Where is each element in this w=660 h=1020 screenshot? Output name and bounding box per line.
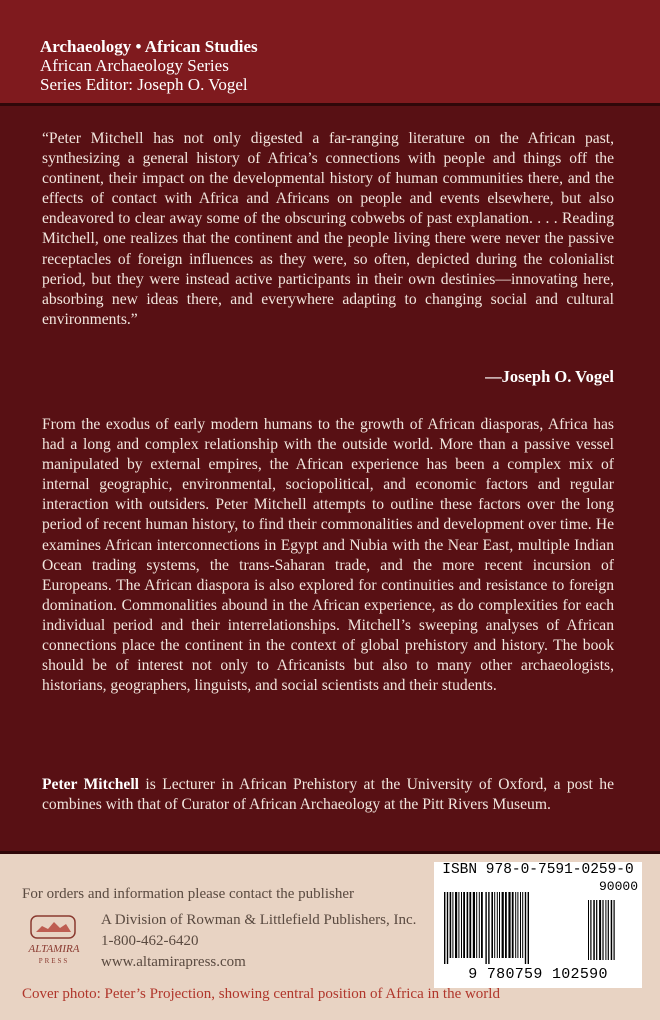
barcode-bar	[450, 892, 452, 958]
book-description: From the exodus of early modern humans to the growth of African diasporas, Africa has had a long and complex relationship with the outside world. More than a passive vessel manipulated by external empires, the African experience has been a complex mix of internal geographic, environmental, sociopolitical, and economic factors and regular interaction with outsiders. Peter Mitchell attempts to outline these factors over the long period of recent human history, to find their commonalities and development over time. He examines African interconnections in Egypt and Nubia with the Near East, multiple Indian Ocean trading systems, the trans-Saharan trade, and the more recent incursion of Europeans. The African diaspora is also explored for continuities and resistance to foreign domination. Commonalities abound in the African experience, as do complexities for each individual period and their interrelationships. Mitchell’s sweeping analyses of African connections place the continent in the context of global prehistory and history. The book should be of interest not only to Africanists but also to many other archaeologists, historians, geographers, linguists, and social scientists and their students.	[42, 416, 614, 695]
barcode-bar	[467, 892, 469, 958]
logo-subtext: PRESS	[38, 957, 70, 965]
barcode-bar	[485, 892, 486, 964]
barcode-bar	[458, 892, 459, 958]
barcode-bar	[590, 900, 591, 960]
series-name: African Archaeology Series	[40, 56, 229, 75]
barcode-bar	[614, 900, 615, 960]
barcode-bar	[447, 892, 448, 964]
barcode-bar	[497, 892, 498, 958]
barcode-bar	[602, 900, 603, 960]
author-bio-text: is Lecturer in African Prehistory at the University of Oxford, a post he combines with that of Curator of African Archaeology at the Pitt Rivers Museum.	[42, 776, 614, 814]
barcode-bar	[494, 892, 495, 958]
barcode-panel	[434, 862, 642, 988]
barcode-bar	[476, 892, 477, 958]
barcode-bar	[588, 900, 589, 960]
quote-attribution: —Joseph O. Vogel	[485, 367, 614, 386]
barcode-icon	[438, 892, 638, 964]
barcode-bar	[512, 892, 514, 958]
barcode-bar	[473, 892, 475, 958]
publisher-phone: 1-800-462-6420	[101, 933, 199, 949]
barcode-bar	[469, 892, 471, 958]
divider	[0, 103, 660, 106]
ean-digits: 9 780759 102590	[468, 966, 608, 983]
barcode-bar	[444, 892, 445, 964]
author-name: Peter Mitchell	[42, 776, 140, 793]
barcode-bar	[596, 900, 597, 960]
publisher-division: A Division of Rowman & Littlefield Publishers, Inc.	[101, 912, 417, 928]
barcode-bar	[525, 892, 526, 964]
barcode-bar	[505, 892, 507, 958]
barcode-bar	[528, 892, 529, 964]
barcode-bar	[522, 892, 523, 958]
logo-name: ALTAMIRA	[28, 943, 80, 955]
barcode-bar	[455, 892, 457, 958]
barcode-bar	[517, 892, 518, 958]
series-editor: Series Editor: Joseph O. Vogel	[40, 75, 248, 94]
header-band	[0, 0, 660, 103]
isbn-label: ISBN 978-0-7591-0259-0	[442, 862, 634, 878]
barcode-bar	[508, 892, 510, 958]
barcode-bar	[481, 892, 483, 958]
barcode-bar	[499, 892, 500, 958]
barcode-bar	[593, 900, 595, 960]
barcode-bar	[452, 892, 453, 958]
series-subjects: Archaeology • African Studies	[40, 37, 258, 56]
barcode-bar	[605, 900, 606, 960]
author-bio	[42, 775, 614, 815]
endorsement-quote: “Peter Mitchell has not only digested a far-ranging literature on the African past, synthesizing a general history of Africa’s connections with people and things off the continent, their impact on the developmental history of human communities there, and the effects of contact with Africa and Africans on people and events elsewhere, but also endeavored to clear away some of the obscuring cobwebs of past explanation. . . . Reading Mitchell, one realizes that the continent and the people living there were never the passive receptacles of foreign influences as they were, so often, depicted during the colonialist period, but they were instead active participants in their own destinies—innovating here, absorbing new ideas there, and everywhere adapting to changing social and cultural environments.”	[42, 130, 614, 328]
barcode-bar	[491, 892, 493, 958]
divider	[0, 851, 660, 854]
barcode-bar	[479, 892, 480, 958]
publisher-logo	[22, 914, 86, 966]
barcode-bar	[520, 892, 521, 958]
barcode-bar	[502, 892, 504, 958]
cover-photo-credit: Cover photo: Peter’s Projection, showing central position of Africa in the world	[22, 986, 500, 1002]
orders-info: For orders and information please contact the publisher	[22, 886, 354, 902]
barcode-bar	[461, 892, 462, 958]
barcode-bar	[611, 900, 613, 960]
barcode-bar	[488, 892, 489, 964]
barcode-bar	[608, 900, 609, 960]
publisher-website[interactable]: www.altamirapress.com	[101, 954, 246, 970]
barcode-bar	[515, 892, 516, 958]
barcode-bar	[463, 892, 465, 958]
price-code: 90000	[598, 879, 638, 894]
barcode-bar	[599, 900, 601, 960]
